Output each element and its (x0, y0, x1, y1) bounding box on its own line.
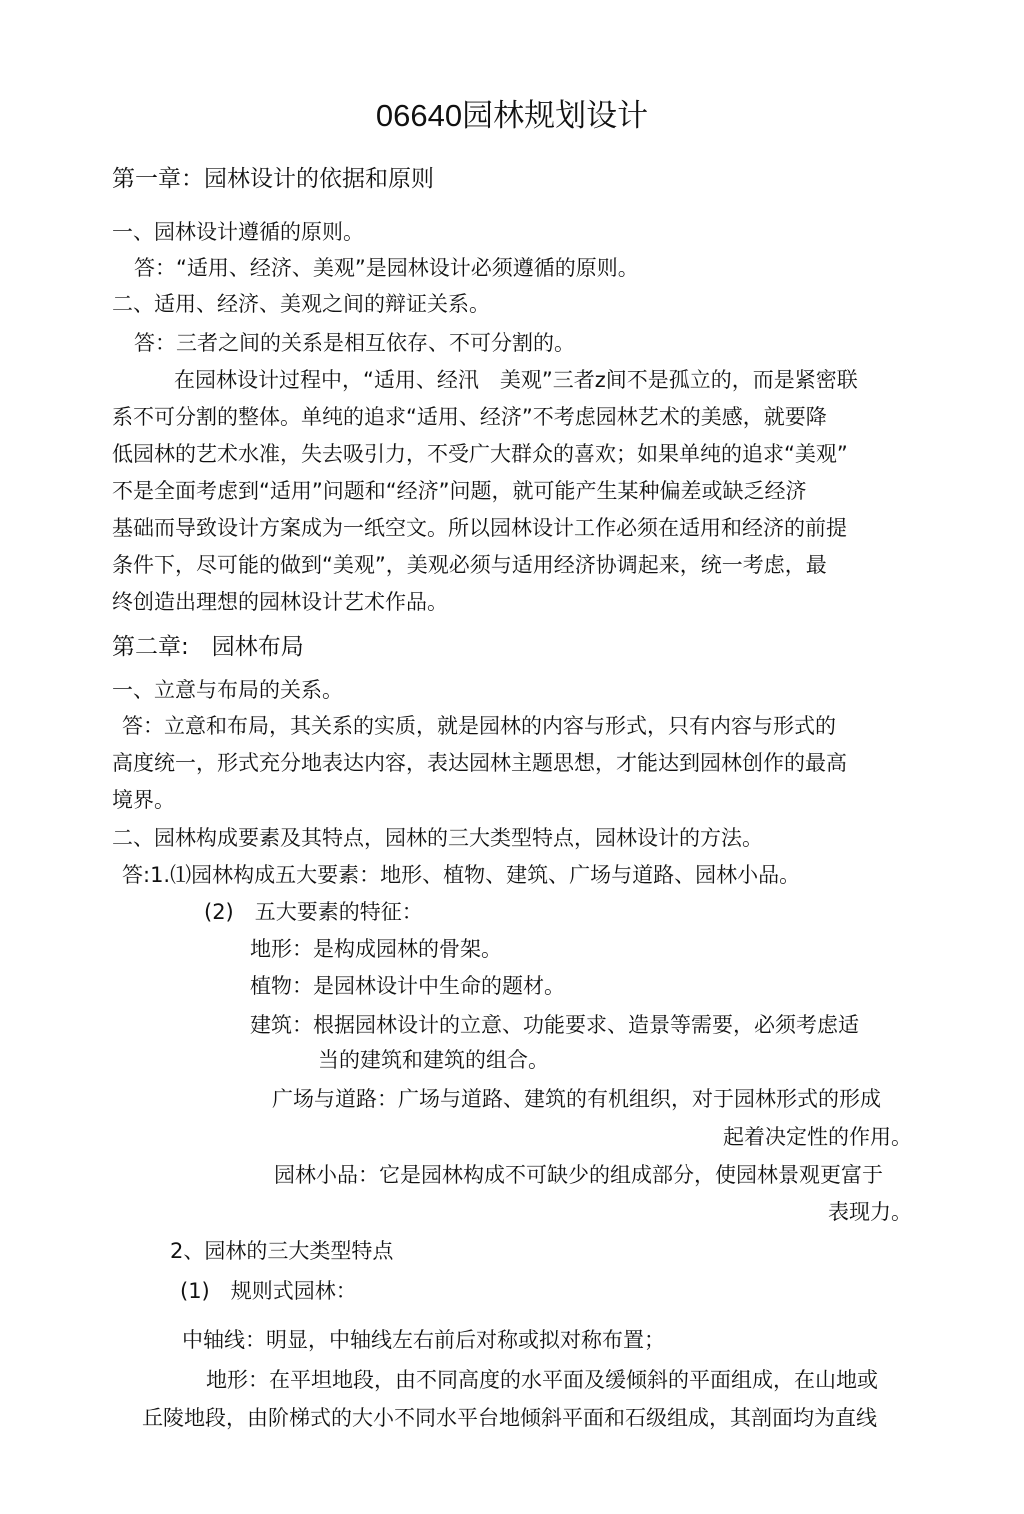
ch1-paragraph-line: 低园林的艺术水准，失去吸引力，不受广大群众的喜欢；如果单纯的追求“美观” (112, 442, 848, 466)
ch1-answer-1: 答：“适用、经济、美观”是园林设计必须遵循的原则。 (134, 256, 639, 280)
ch2-question-1: 一、立意与布局的关系。 (112, 678, 343, 702)
regular-garden-heading: (1) 规则式园林： (180, 1279, 357, 1303)
title-text: 园林规划设计 (462, 98, 649, 134)
ch1-answer-2: 答：三者之间的关系是相互依存、不可分割的。 (134, 331, 575, 355)
feature-terrain: 地形：是构成园林的骨架。 (250, 937, 502, 961)
ch2-answer-1-line: 境界。 (112, 788, 175, 812)
ch1-paragraph-line: 条件下，尽可能的做到“美观”，美观必须与适用经济协调起来，统一考虑，最 (112, 553, 827, 577)
ch2-answer-2-features: (2) 五大要素的特征： (204, 900, 423, 924)
ch1-question-1: 一、园林设计遵循的原则。 (112, 220, 364, 244)
types-heading: 2、园林的三大类型特点 (170, 1239, 394, 1263)
ch2-answer-2-elements: 答:1.⑴园林构成五大要素：地形、植物、建筑、广场与道路、园林小品。 (122, 863, 801, 887)
axis-description: 中轴线：明显，中轴线左右前后对称或拟对称布置； (182, 1328, 665, 1352)
feature-small-items-cont: 表现力。 (828, 1200, 912, 1224)
feature-square-road: 广场与道路：广场与道路、建筑的有机组织，对于园林形式的形成 (272, 1087, 881, 1111)
feature-plants: 植物：是园林设计中生命的题材。 (250, 974, 565, 998)
ch1-paragraph-line: 不是全面考虑到“适用”问题和“经济”问题，就可能产生某种偏差或缺乏经济 (112, 479, 807, 503)
page-title (0, 96, 1024, 136)
ch1-question-2: 二、适用、经济、美观之间的辩证关系。 (112, 292, 490, 316)
feature-small-items: 园林小品：它是园林构成不可缺少的组成部分，使园林景观更富于 (274, 1163, 883, 1187)
ch2-answer-1-line: 高度统一，形式充分地表达内容，表达园林主题思想，才能达到园林创作的最高 (112, 751, 847, 775)
ch1-paragraph-line: 终创造出理想的园林设计艺术作品。 (112, 590, 448, 614)
ch1-paragraph-line: 在园林设计过程中，“适用、经汛 美观”三者z间不是孤立的，而是紧密联 (174, 368, 858, 392)
feature-building-cont: 当的建筑和建筑的组合。 (318, 1048, 549, 1072)
feature-square-road-cont: 起着决定性的作用。 (723, 1125, 912, 1149)
chapter-2-heading: 第二章: 园林布局 (112, 634, 304, 660)
ch2-question-2: 二、园林构成要素及其特点，园林的三大类型特点，园林设计的方法。 (112, 826, 763, 850)
title-code: 06640 (375, 98, 463, 133)
terrain-description-cont: 丘陵地段，由阶梯式的大小不同水平台地倾斜平面和石级组成，其剖面均为直线 (142, 1406, 877, 1430)
feature-building: 建筑：根据园林设计的立意、功能要求、造景等需要，必须考虑适 (250, 1013, 859, 1037)
ch2-answer-1-line: 答：立意和布局，其关系的实质，就是园林的内容与形式，只有内容与形式的 (122, 714, 836, 738)
terrain-description: 地形：在平坦地段，由不同高度的水平面及缓倾斜的平面组成，在山地或 (206, 1368, 878, 1392)
ch1-paragraph-line: 基础而导致设计方案成为一纸空文。所以园林设计工作必须在适用和经济的前提 (112, 516, 847, 540)
ch1-paragraph-line: 系不可分割的整体。单纯的追求“适用、经济”不考虑园林艺术的美感，就要降 (112, 405, 827, 429)
chapter-1-heading: 第一章：园林设计的依据和原则 (112, 166, 434, 192)
